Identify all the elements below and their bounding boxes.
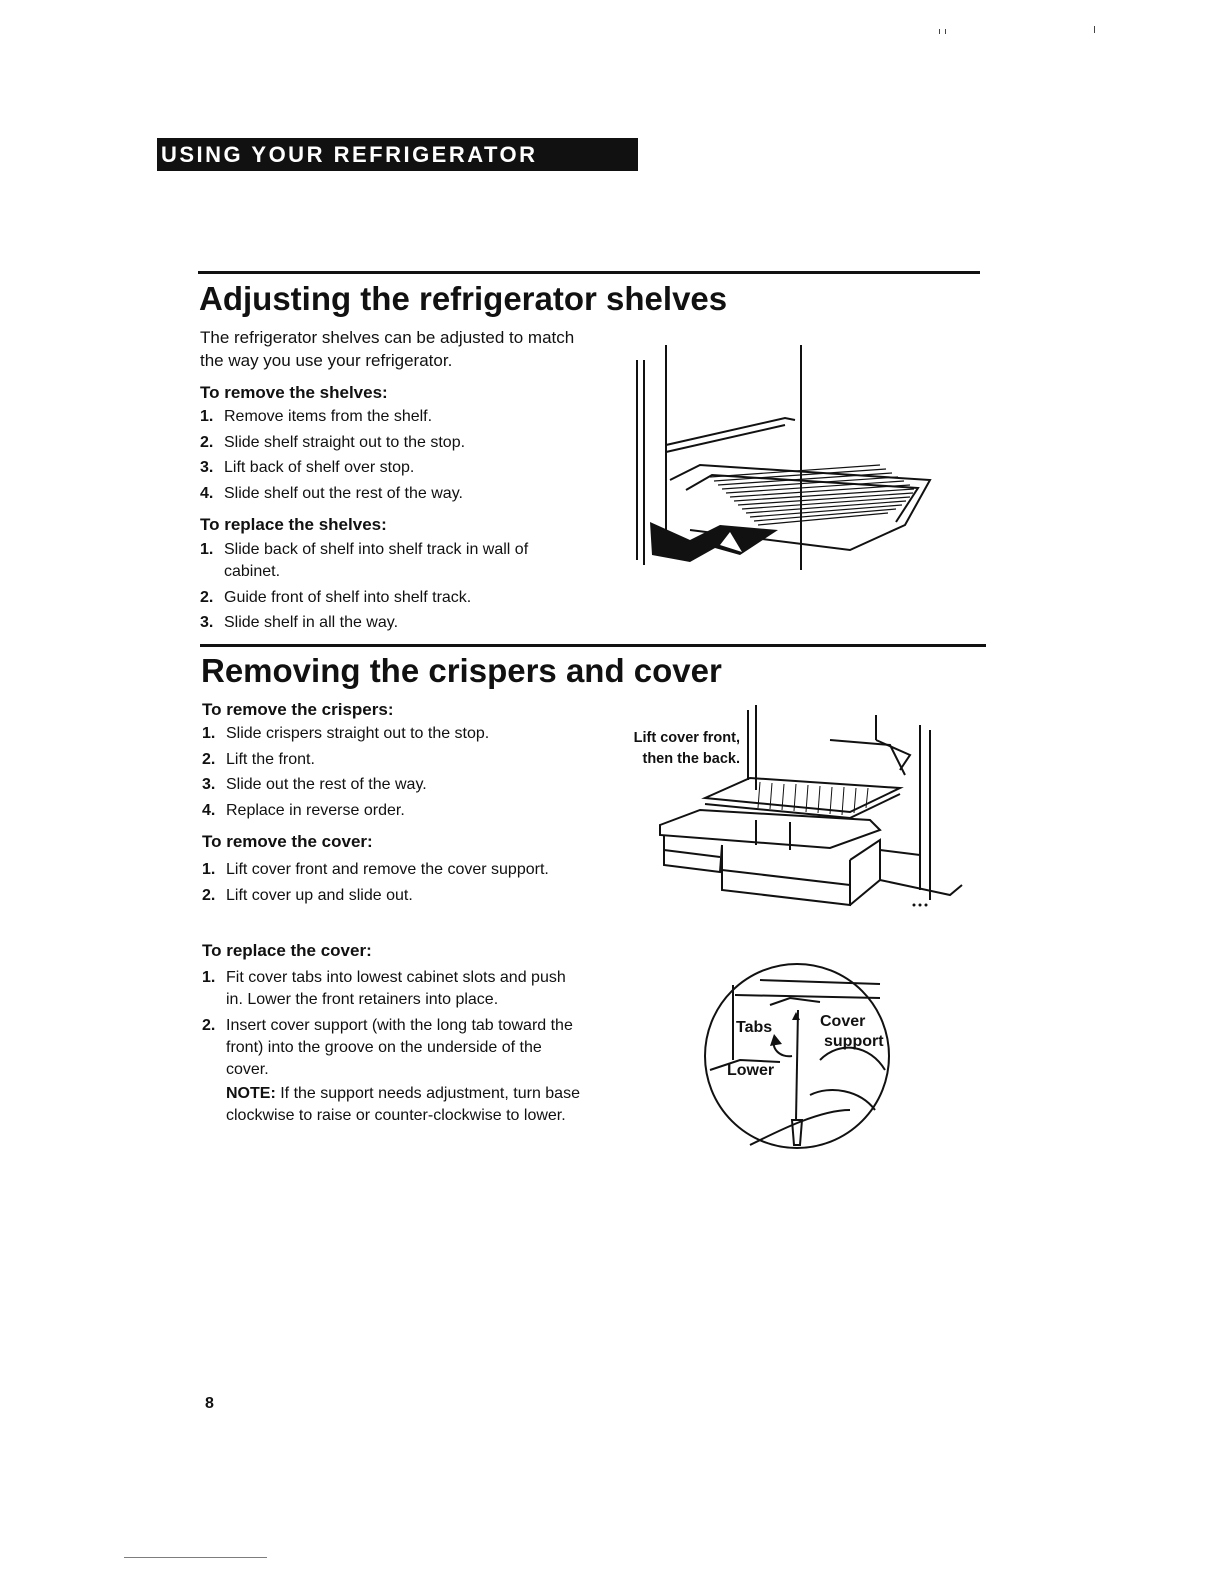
replace-shelves-steps	[200, 539, 580, 638]
list-item: 3. Slide out the rest of the way.	[202, 776, 427, 793]
list-item: 4. Slide shelf out the rest of the way.	[200, 484, 463, 502]
remove-cover-steps	[202, 859, 562, 910]
edge-mark	[945, 29, 946, 34]
footer-line	[124, 1557, 267, 1558]
list-item: 2. Insert cover support (with the long tab toward the front) into the groove on the underside of the cover. NOTE: If the support needs adjustment, turn base clockwise to raise or counter-clockwise to lower.	[202, 1015, 587, 1127]
crispers-title: Removing the crispers and cover	[201, 652, 722, 689]
adjustment-note: NOTE: If the support needs adjustment, turn base clockwise to raise or counter-clockwise to lower.	[226, 1084, 580, 1124]
replace-cover-heading: To replace the cover:	[202, 941, 372, 960]
replace-shelves-heading: To replace the shelves:	[200, 515, 387, 534]
list-item: 2. Guide front of shelf into shelf track.	[200, 588, 472, 606]
remove-shelves-steps	[200, 406, 600, 508]
lower-label: Lower	[727, 1062, 775, 1079]
shelves-title: Adjusting the refrigerator shelves	[199, 280, 728, 317]
section-header-bar	[157, 138, 638, 171]
list-item: 1. Fit cover tabs into lowest cabinet slots and push in. Lower the front retainers into place.	[202, 969, 566, 1008]
list-item: 1. Lift cover front and remove the cover support.	[202, 861, 549, 878]
list-item: 1. Slide crispers straight out to the stop.	[202, 725, 490, 742]
section-rule-shelves	[198, 271, 980, 274]
list-item: 2. Slide shelf straight out to the stop.	[200, 433, 466, 451]
list-item: 4. Replace in reverse order.	[202, 801, 405, 819]
section-header-title: USING YOUR REFRIGERATOR	[161, 142, 538, 167]
crisper-illustration	[650, 700, 970, 920]
edge-mark	[1094, 26, 1095, 33]
edge-mark	[939, 29, 940, 34]
shelf-illustration	[630, 340, 960, 580]
remove-crispers-steps	[202, 723, 602, 825]
crisper-figure-label: Lift cover front, then the back.	[633, 730, 740, 767]
list-item: 2. Lift cover up and slide out.	[202, 886, 413, 904]
list-item: 1. Slide back of shelf into shelf track in wall of cabinet.	[200, 541, 529, 580]
shelves-intro: The refrigerator shelves can be adjusted to match the way you use your refrigerator.	[200, 328, 575, 370]
list-item: 3. Slide shelf in all the way.	[200, 614, 399, 631]
tabs-label: Tabs	[736, 1019, 773, 1036]
list-item: 1. Remove items from the shelf.	[200, 408, 433, 425]
remove-shelves-heading: To remove the shelves:	[200, 383, 388, 402]
remove-crispers-heading: To remove the crispers:	[202, 700, 394, 719]
page-number: 8	[205, 1395, 214, 1412]
support-label: support	[824, 1033, 884, 1050]
replace-cover-steps	[202, 967, 587, 1130]
cover-support-detail	[700, 960, 900, 1160]
section-rule-crispers	[200, 644, 986, 647]
list-item: 2. Lift the front.	[202, 750, 315, 768]
cover-label: Cover	[820, 1013, 866, 1030]
remove-cover-heading: To remove the cover:	[202, 832, 373, 851]
list-item: 3. Lift back of shelf over stop.	[200, 459, 415, 476]
